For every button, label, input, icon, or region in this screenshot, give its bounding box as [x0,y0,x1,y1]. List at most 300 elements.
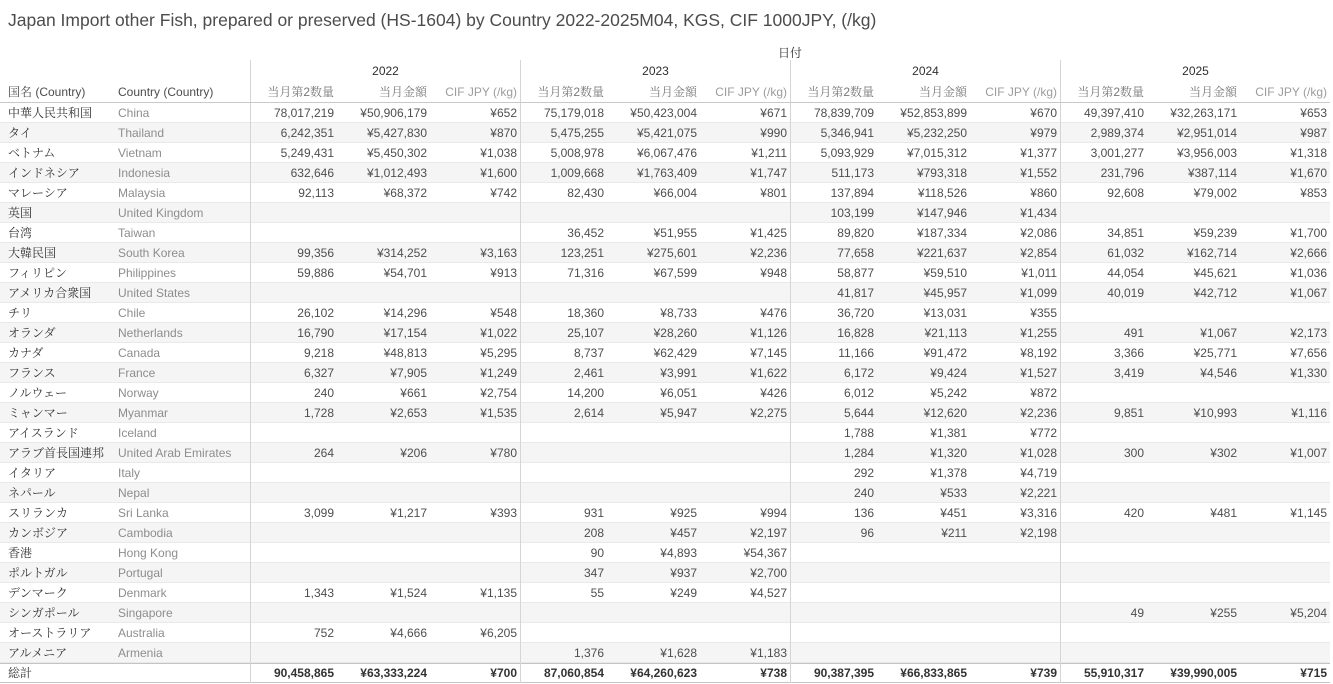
value-cell[interactable]: ¥5,947 [660,406,697,420]
value-cell[interactable] [607,603,700,623]
value-cell[interactable]: ¥1,012,493 [366,166,427,180]
value-cell[interactable]: 123,251 [520,243,607,263]
value-cell[interactable] [877,623,970,643]
value-cell[interactable]: 36,720 [790,303,877,323]
country-name-jp[interactable]: ベトナム [8,146,56,160]
value-cell[interactable] [337,283,430,303]
country-name-en[interactable]: Italy [118,466,141,480]
value-cell[interactable] [430,563,520,583]
country-name-en[interactable]: Canada [118,346,161,360]
value-cell[interactable]: ¥39,990,005 [1170,666,1237,680]
value-cell[interactable] [877,643,970,663]
value-cell[interactable] [337,543,430,563]
value-cell[interactable]: ¥2,086 [1020,226,1057,240]
value-cell[interactable]: 18,360 [520,303,607,323]
value-cell[interactable]: ¥249 [670,586,697,600]
value-cell[interactable] [250,203,337,223]
value-cell[interactable] [1240,463,1330,483]
value-cell[interactable] [1240,203,1330,223]
value-cell[interactable]: ¥1,318 [1290,146,1327,160]
value-cell[interactable] [1147,303,1240,323]
value-cell[interactable]: ¥780 [490,446,517,460]
value-cell[interactable] [1240,423,1330,443]
value-cell[interactable]: ¥2,275 [750,406,787,420]
year-header-2022[interactable]: 2022 [250,60,520,82]
value-cell[interactable]: ¥715 [1300,666,1327,680]
value-cell[interactable] [790,603,877,623]
value-cell[interactable] [1060,583,1147,603]
value-cell[interactable]: ¥2,198 [1020,526,1057,540]
value-cell[interactable] [430,643,520,663]
value-cell[interactable]: 6,172 [790,363,877,383]
value-cell[interactable] [430,283,520,303]
value-cell[interactable]: ¥25,771 [1193,346,1237,360]
value-cell[interactable] [337,563,430,583]
value-cell[interactable]: ¥451 [940,506,967,520]
value-cell[interactable] [1060,423,1147,443]
value-cell[interactable]: 137,894 [790,183,877,203]
value-cell[interactable]: ¥3,991 [660,366,697,380]
value-cell[interactable]: ¥2,666 [1290,246,1327,260]
value-cell[interactable]: ¥1,700 [1290,226,1327,240]
country-name-en[interactable]: Iceland [118,426,157,440]
value-cell[interactable]: ¥481 [1210,506,1237,520]
value-cell[interactable]: 6,012 [790,383,877,403]
value-cell[interactable]: 58,877 [790,263,877,283]
value-cell[interactable]: 14,200 [520,383,607,403]
value-cell[interactable] [790,623,877,643]
value-cell[interactable]: ¥994 [760,506,787,520]
country-name-jp[interactable]: 香港 [8,546,33,560]
value-cell[interactable] [1147,563,1240,583]
value-cell[interactable] [520,443,607,463]
value-cell[interactable]: 6,242,351 [250,123,337,143]
measure-header-amount[interactable]: 当月金額 [378,85,427,99]
value-cell[interactable]: 71,316 [520,263,607,283]
value-cell[interactable]: 264 [250,443,337,463]
value-cell[interactable]: ¥742 [490,186,517,200]
value-cell[interactable]: ¥2,700 [750,566,787,580]
value-cell[interactable] [970,563,1060,583]
value-cell[interactable]: ¥1,434 [1020,206,1057,220]
value-cell[interactable] [520,483,607,503]
country-name-en[interactable]: Nepal [118,486,150,500]
value-cell[interactable]: ¥860 [1030,186,1057,200]
value-cell[interactable]: ¥1,183 [750,646,787,660]
value-cell[interactable]: 1,284 [790,443,877,463]
value-cell[interactable] [430,203,520,223]
value-cell[interactable]: ¥6,051 [660,386,697,400]
value-cell[interactable]: ¥1,524 [390,586,427,600]
measure-header-quantity[interactable]: 当月第2数量 [790,82,877,102]
country-name-jp[interactable]: ネパール [8,486,56,500]
country-name-en[interactable]: United States [118,286,191,300]
value-cell[interactable] [250,563,337,583]
value-cell[interactable] [1147,583,1240,603]
value-cell[interactable] [790,643,877,663]
value-cell[interactable] [1060,463,1147,483]
value-cell[interactable]: ¥355 [1030,306,1057,320]
value-cell[interactable]: ¥67,599 [653,266,697,280]
value-cell[interactable]: ¥7,656 [1290,346,1327,360]
value-cell[interactable] [700,623,790,643]
value-cell[interactable]: ¥1,011 [1021,266,1057,280]
country-name-jp[interactable]: ノルウェー [8,386,68,400]
country-name-jp[interactable]: 英国 [8,206,33,220]
measure-header-amount[interactable]: 当月金額 [1188,85,1237,99]
value-cell[interactable]: ¥162,714 [1186,246,1237,260]
country-name-en[interactable]: Myanmar [118,406,169,420]
country-name-jp[interactable]: カナダ [8,346,44,360]
value-cell[interactable]: 9,218 [250,343,337,363]
value-cell[interactable]: ¥1,007 [1290,446,1327,460]
value-cell[interactable]: ¥4,719 [1020,466,1057,480]
value-cell[interactable]: 103,199 [790,203,877,223]
value-cell[interactable]: ¥4,893 [660,546,697,560]
value-cell[interactable]: 231,796 [1060,163,1147,183]
value-cell[interactable]: 41,817 [790,283,877,303]
value-cell[interactable]: ¥1,038 [480,146,517,160]
value-cell[interactable] [1147,483,1240,503]
value-cell[interactable] [337,463,430,483]
value-cell[interactable]: 78,839,709 [790,103,877,123]
value-cell[interactable]: ¥1,600 [480,166,517,180]
value-cell[interactable]: 3,419 [1060,363,1147,383]
value-cell[interactable]: 292 [790,463,877,483]
value-cell[interactable]: ¥275,601 [646,246,697,260]
value-cell[interactable] [430,543,520,563]
value-cell[interactable]: ¥50,906,179 [360,106,427,120]
country-name-en[interactable]: Cambodia [118,526,173,540]
country-name-en[interactable]: France [118,366,156,380]
value-cell[interactable]: 92,608 [1060,183,1147,203]
value-cell[interactable]: ¥118,526 [917,186,967,200]
country-name-jp[interactable]: マレーシア [8,186,68,200]
value-cell[interactable]: ¥548 [490,306,517,320]
value-cell[interactable]: 1,343 [250,583,337,603]
country-name-jp[interactable]: オーストラリア [8,626,92,640]
value-cell[interactable]: 87,060,854 [520,663,607,683]
value-cell[interactable] [877,583,970,603]
value-cell[interactable]: 55,910,317 [1060,663,1147,683]
value-cell[interactable]: 1,009,668 [520,163,607,183]
value-cell[interactable]: ¥937 [670,566,697,580]
value-cell[interactable]: 49,397,410 [1060,103,1147,123]
value-cell[interactable]: ¥8,192 [1020,346,1057,360]
value-cell[interactable]: ¥5,232,250 [906,126,967,140]
value-cell[interactable]: ¥387,114 [1187,166,1237,180]
value-cell[interactable]: 5,475,255 [520,123,607,143]
value-cell[interactable]: 136 [790,503,877,523]
value-cell[interactable] [1240,523,1330,543]
value-cell[interactable]: ¥32,263,171 [1170,106,1237,120]
value-cell[interactable] [607,443,700,463]
value-cell[interactable]: 90,458,865 [250,663,337,683]
value-cell[interactable] [700,443,790,463]
value-cell[interactable]: 75,179,018 [520,103,607,123]
country-name-en[interactable]: Australia [118,626,165,640]
country-name-jp[interactable]: アイスランド [8,426,79,440]
country-name-en[interactable]: China [118,106,150,120]
value-cell[interactable]: ¥79,002 [1193,186,1237,200]
value-cell[interactable]: ¥1,099 [1020,286,1057,300]
country-name-jp[interactable]: カンボジア [8,526,69,540]
value-cell[interactable] [1147,203,1240,223]
value-cell[interactable]: ¥3,163 [480,246,517,260]
country-name-en[interactable]: Netherlands [118,326,183,340]
value-cell[interactable]: ¥21,113 [924,326,967,340]
value-cell[interactable]: ¥5,204 [1290,606,1327,620]
value-cell[interactable] [337,203,430,223]
country-name-jp[interactable]: アラブ首長国連邦 [8,446,105,460]
value-cell[interactable]: 2,989,374 [1060,123,1147,143]
country-name-jp[interactable]: ポルトガル [8,566,68,580]
value-cell[interactable] [877,543,970,563]
value-cell[interactable] [1060,643,1147,663]
value-cell[interactable] [700,283,790,303]
value-cell[interactable] [430,423,520,443]
value-cell[interactable]: ¥1,552 [1020,166,1057,180]
value-cell[interactable]: ¥1,255 [1020,326,1057,340]
country-name-en[interactable]: United Kingdom [118,206,204,220]
value-cell[interactable]: ¥255 [1210,606,1237,620]
value-cell[interactable] [1240,623,1330,643]
value-cell[interactable] [1240,563,1330,583]
country-name-en[interactable]: United Arab Emirates [118,446,232,460]
value-cell[interactable] [250,423,337,443]
year-header-2024[interactable]: 2024 [790,60,1060,82]
measure-header-amount[interactable]: 当月金額 [648,85,697,99]
country-name-jp[interactable]: アルメニア [8,646,68,660]
country-name-jp[interactable]: インドネシア [8,166,80,180]
value-cell[interactable] [1147,543,1240,563]
value-cell[interactable] [700,203,790,223]
value-cell[interactable]: 1,728 [250,403,337,423]
country-name-jp[interactable]: 大韓民国 [8,246,57,260]
value-cell[interactable]: 90 [520,543,607,563]
value-cell[interactable]: ¥1,377 [1020,146,1057,160]
country-name-en[interactable]: Norway [118,386,159,400]
country-name-en[interactable]: Philippines [118,266,177,280]
value-cell[interactable] [250,603,337,623]
value-cell[interactable]: ¥5,242 [930,386,967,400]
country-name-jp[interactable]: チリ [8,306,33,320]
value-cell[interactable]: 16,790 [250,323,337,343]
value-cell[interactable]: 49 [1060,603,1147,623]
value-cell[interactable]: ¥853 [1300,186,1327,200]
value-cell[interactable]: 3,001,277 [1060,143,1147,163]
value-cell[interactable]: ¥50,423,004 [630,106,697,120]
value-cell[interactable]: 8,737 [520,343,607,363]
value-cell[interactable]: 6,327 [250,363,337,383]
value-cell[interactable]: ¥42,712 [1193,286,1237,300]
value-cell[interactable]: 59,886 [250,263,337,283]
value-cell[interactable] [700,483,790,503]
value-cell[interactable]: ¥5,421,075 [636,126,697,140]
value-cell[interactable] [1060,303,1147,323]
value-cell[interactable] [1240,383,1330,403]
value-cell[interactable]: ¥9,424 [930,366,967,380]
value-cell[interactable]: ¥1,116 [1291,406,1327,420]
value-cell[interactable]: ¥211 [941,526,967,540]
value-cell[interactable]: 420 [1060,503,1147,523]
value-cell[interactable]: 632,646 [250,163,337,183]
value-cell[interactable]: ¥801 [760,186,787,200]
value-cell[interactable] [520,283,607,303]
value-cell[interactable]: ¥6,205 [480,626,517,640]
value-cell[interactable] [430,483,520,503]
value-cell[interactable]: ¥221,637 [916,246,967,260]
value-cell[interactable]: 752 [250,623,337,643]
value-cell[interactable]: ¥68,372 [383,186,427,200]
value-cell[interactable]: ¥59,510 [923,266,967,280]
value-cell[interactable] [520,463,607,483]
value-cell[interactable]: ¥1,145 [1290,506,1327,520]
value-cell[interactable]: ¥54,367 [743,546,787,560]
value-cell[interactable]: ¥1,330 [1290,366,1327,380]
value-cell[interactable] [1240,583,1330,603]
value-cell[interactable]: ¥187,334 [916,226,967,240]
value-cell[interactable]: ¥2,197 [750,526,787,540]
country-name-en[interactable]: Armenia [118,646,163,660]
value-cell[interactable] [1240,543,1330,563]
value-cell[interactable] [250,483,337,503]
value-cell[interactable]: ¥314,252 [376,246,427,260]
value-cell[interactable] [1240,643,1330,663]
value-cell[interactable]: ¥45,957 [923,286,967,300]
value-cell[interactable]: ¥4,527 [750,586,787,600]
country-name-jp[interactable]: タイ [8,126,32,140]
value-cell[interactable]: 96 [790,523,877,543]
value-cell[interactable]: 34,851 [1060,223,1147,243]
country-name-en[interactable]: Hong Kong [118,546,179,560]
country-name-en[interactable]: Thailand [118,126,165,140]
value-cell[interactable]: 77,658 [790,243,877,263]
value-cell[interactable]: ¥1,763,409 [636,166,697,180]
value-cell[interactable] [607,423,700,443]
value-cell[interactable]: ¥1,217 [390,506,427,520]
country-name-en[interactable]: Sri Lanka [118,506,169,520]
value-cell[interactable]: ¥52,853,899 [900,106,967,120]
value-cell[interactable]: ¥302 [1210,446,1237,460]
value-cell[interactable]: ¥738 [760,666,787,680]
value-cell[interactable]: ¥62,429 [653,346,697,360]
value-cell[interactable]: ¥2,754 [480,386,517,400]
value-cell[interactable]: 36,452 [520,223,607,243]
value-cell[interactable]: ¥772 [1030,426,1057,440]
value-cell[interactable]: 40,019 [1060,283,1147,303]
year-header-2025[interactable]: 2025 [1060,60,1330,82]
value-cell[interactable]: ¥7,905 [390,366,427,380]
country-name-en[interactable]: Vietnam [118,146,162,160]
value-cell[interactable]: 9,851 [1060,403,1147,423]
value-cell[interactable]: 3,366 [1060,343,1147,363]
value-cell[interactable]: ¥661 [400,386,427,400]
value-cell[interactable]: 491 [1060,323,1147,343]
measure-header-cif[interactable]: CIF JPY (/kg) [985,85,1057,99]
value-cell[interactable] [700,603,790,623]
country-name-jp[interactable]: 中華人民共和国 [8,106,93,120]
value-cell[interactable] [337,423,430,443]
value-cell[interactable] [1240,303,1330,323]
value-cell[interactable] [250,643,337,663]
value-cell[interactable] [607,623,700,643]
value-cell[interactable] [337,643,430,663]
value-cell[interactable]: ¥13,031 [923,306,967,320]
value-cell[interactable]: 25,107 [520,323,607,343]
measure-header-cif[interactable]: CIF JPY (/kg) [1255,85,1327,99]
value-cell[interactable]: ¥51,955 [653,226,697,240]
measure-header-amount[interactable]: 当月金額 [918,85,967,99]
value-cell[interactable] [430,603,520,623]
value-cell[interactable]: ¥12,620 [923,406,967,420]
value-cell[interactable] [250,283,337,303]
value-cell[interactable]: ¥3,316 [1020,506,1057,520]
value-cell[interactable] [1147,463,1240,483]
value-cell[interactable]: ¥7,145 [750,346,787,360]
country-name-jp[interactable]: アメリカ合衆国 [8,286,92,300]
value-cell[interactable]: 1,376 [520,643,607,663]
value-cell[interactable] [790,583,877,603]
value-cell[interactable]: 55 [520,583,607,603]
value-cell[interactable] [970,623,1060,643]
value-cell[interactable]: ¥1,670 [1290,166,1327,180]
value-cell[interactable]: ¥870 [490,126,517,140]
value-cell[interactable] [1147,643,1240,663]
value-cell[interactable]: ¥793,318 [916,166,967,180]
value-cell[interactable]: ¥1,022 [480,326,517,340]
value-cell[interactable]: ¥91,472 [923,346,967,360]
value-cell[interactable]: 5,644 [790,403,877,423]
value-cell[interactable]: 931 [520,503,607,523]
value-cell[interactable] [250,223,337,243]
value-cell[interactable]: ¥2,653 [390,406,427,420]
value-cell[interactable] [970,543,1060,563]
value-cell[interactable] [250,523,337,543]
value-cell[interactable]: 99,356 [250,243,337,263]
value-cell[interactable]: 240 [790,483,877,503]
value-cell[interactable] [1060,563,1147,583]
value-cell[interactable]: 5,093,929 [790,143,877,163]
value-cell[interactable]: ¥1,067 [1290,286,1327,300]
value-cell[interactable]: 511,173 [790,163,877,183]
value-cell[interactable]: ¥979 [1030,126,1057,140]
value-cell[interactable] [790,543,877,563]
value-cell[interactable]: ¥5,295 [480,346,517,360]
value-cell[interactable]: ¥5,427,830 [366,126,427,140]
value-cell[interactable] [1147,623,1240,643]
country-name-jp[interactable]: フランス [8,366,56,380]
value-cell[interactable]: ¥10,993 [1193,406,1237,420]
value-cell[interactable]: ¥59,239 [1193,226,1237,240]
value-cell[interactable]: ¥700 [490,666,517,680]
value-cell[interactable]: ¥2,173 [1290,326,1327,340]
value-cell[interactable] [607,203,700,223]
value-cell[interactable]: ¥393 [490,506,517,520]
value-cell[interactable]: ¥913 [490,266,517,280]
value-cell[interactable] [337,603,430,623]
value-cell[interactable]: ¥48,813 [383,346,427,360]
measure-header-cif[interactable]: CIF JPY (/kg) [715,85,787,99]
value-cell[interactable]: ¥6,067,476 [636,146,697,160]
country-name-en[interactable]: Taiwan [118,226,156,240]
country-name-jp[interactable]: スリランカ [8,506,69,520]
value-cell[interactable]: 5,249,431 [250,143,337,163]
measure-header-cif[interactable]: CIF JPY (/kg) [445,85,517,99]
value-cell[interactable]: ¥8,733 [660,306,697,320]
value-cell[interactable] [970,603,1060,623]
value-cell[interactable]: ¥1,381 [930,426,967,440]
